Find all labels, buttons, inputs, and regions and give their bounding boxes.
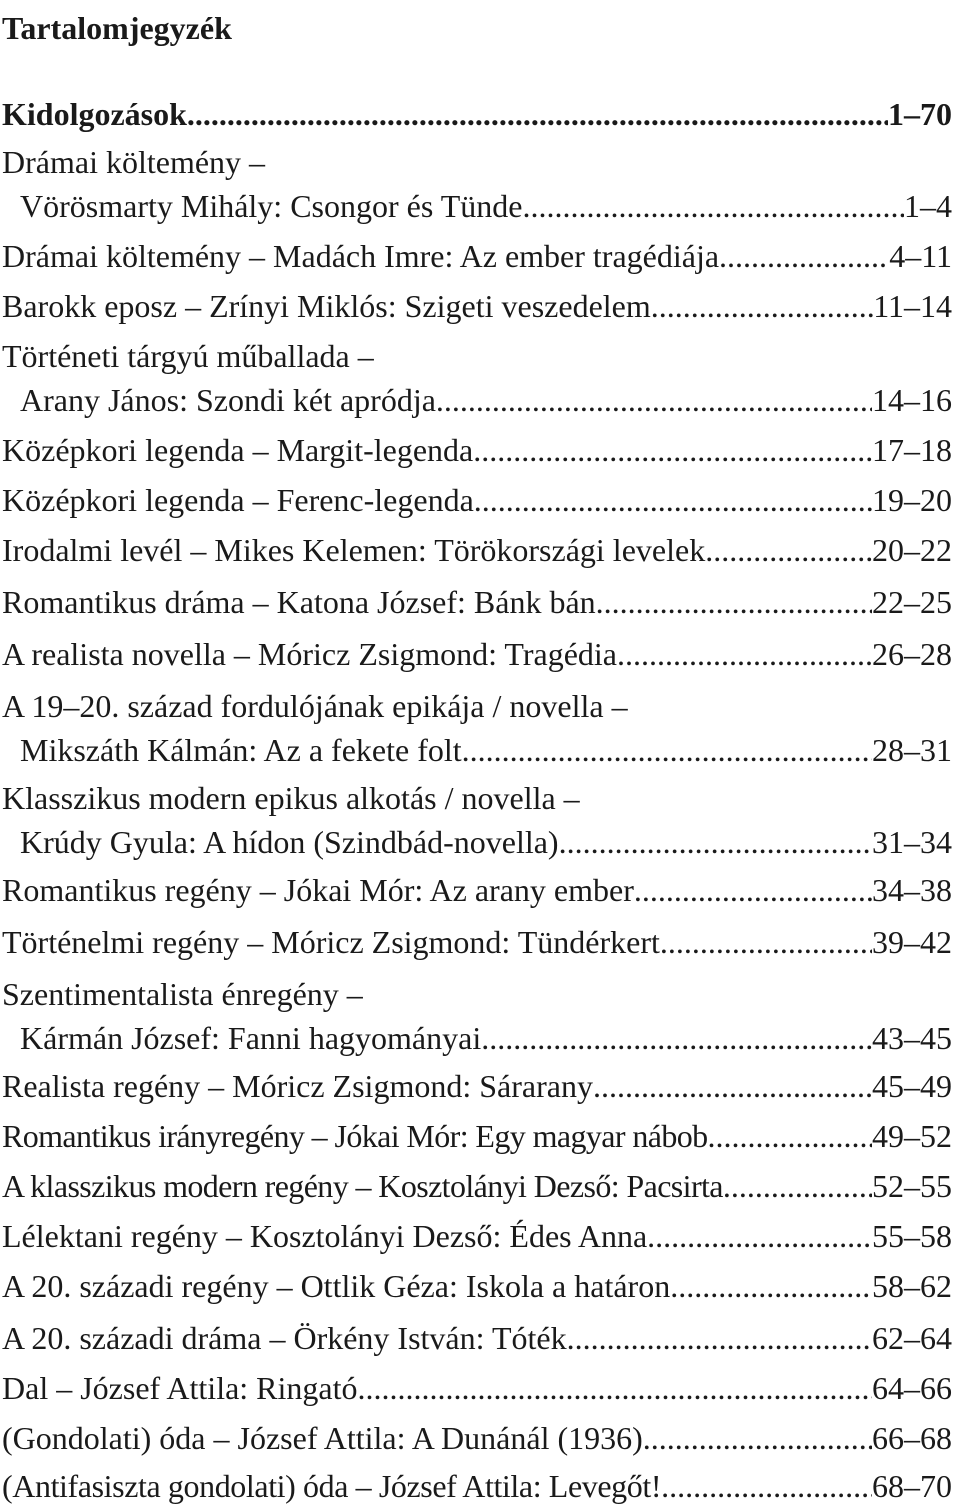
toc-section-pages: 1–70 xyxy=(888,96,952,132)
dot-leader xyxy=(436,378,872,422)
toc-entry-pages: 68–70 xyxy=(872,1468,952,1504)
dot-leader xyxy=(187,92,888,136)
toc-entry xyxy=(2,972,952,1060)
dot-leader xyxy=(473,428,872,472)
toc-entry-text: Dal – József Attila: Ringató xyxy=(2,1370,358,1406)
toc-entry xyxy=(2,1114,952,1158)
toc-entry xyxy=(2,1164,952,1208)
toc-entry-pages: 26–28 xyxy=(872,636,952,672)
toc-section-row xyxy=(2,92,952,136)
toc-entry xyxy=(2,1214,952,1258)
dot-leader xyxy=(596,580,872,624)
toc-section-line xyxy=(2,92,952,136)
toc-entry-line xyxy=(2,728,952,772)
toc-entry-text: Vörösmarty Mihály: Csongor és Tünde xyxy=(20,188,523,224)
toc-entry-line xyxy=(2,428,952,472)
dot-leader xyxy=(660,920,872,964)
toc-entry-pages: 49–52 xyxy=(872,1118,952,1154)
dot-leader xyxy=(481,1016,872,1060)
toc-entry xyxy=(2,428,952,472)
toc-entry-line xyxy=(2,920,952,964)
toc-entry-pages: 11–14 xyxy=(873,288,952,324)
toc-entry-text: Krúdy Gyula: A hídon (Szindbád-novella) xyxy=(20,824,559,860)
dot-leader xyxy=(567,1316,872,1360)
toc-entry-genre: Klasszikus modern epikus alkotás / novella – xyxy=(2,780,580,816)
dot-leader xyxy=(617,632,872,676)
toc-entry-pages: 4–11 xyxy=(889,238,952,274)
toc-entry-line xyxy=(2,868,952,912)
toc-entry xyxy=(2,920,952,964)
dot-leader xyxy=(651,284,873,328)
dot-leader xyxy=(708,1114,872,1158)
toc-section-label: Kidolgozások xyxy=(2,96,187,132)
toc-entry-pages: 62–64 xyxy=(872,1320,952,1356)
toc-entry xyxy=(2,632,952,676)
toc-entry xyxy=(2,776,952,864)
toc-entry-text: Mikszáth Kálmán: Az a fekete folt xyxy=(20,732,462,768)
toc-entry-pages: 17–18 xyxy=(872,432,952,468)
toc-entry-text: A 20. századi regény – Ottlik Géza: Iskola a határon xyxy=(2,1268,671,1304)
toc-entry-genre: A 19–20. század fordulójának epikája / novella – xyxy=(2,688,628,724)
toc-entry-line xyxy=(2,284,952,328)
toc-entry xyxy=(2,1416,952,1460)
toc-entry-pages: 43–45 xyxy=(872,1020,952,1056)
dot-leader xyxy=(462,728,872,772)
toc-entry xyxy=(2,334,952,422)
toc-entry-text: A klasszikus modern regény – Kosztolányi Dezső: Pacsirta xyxy=(2,1168,723,1204)
toc-entry-line xyxy=(2,1114,952,1158)
toc-entry xyxy=(2,580,952,624)
toc-entry-genre: Történeti tárgyú műballada – xyxy=(2,338,374,374)
toc-entry-pages: 39–42 xyxy=(872,924,952,960)
toc-entry-line xyxy=(2,234,952,278)
toc-entry-line xyxy=(2,1366,952,1410)
toc-entry-pages: 58–62 xyxy=(872,1268,952,1304)
toc-entry-text: Barokk eposz – Zrínyi Miklós: Szigeti veszedelem xyxy=(2,288,651,324)
toc-entry-pages: 14–16 xyxy=(872,382,952,418)
dot-leader xyxy=(358,1366,873,1410)
toc-entry-text: Arany János: Szondi két apródja xyxy=(20,382,436,418)
dot-leader xyxy=(634,868,872,912)
dot-leader xyxy=(661,1464,872,1508)
dot-leader xyxy=(719,234,889,278)
toc-entry-pages: 66–68 xyxy=(872,1420,952,1456)
toc-entry-line xyxy=(2,1214,952,1258)
toc-entry-text: Romantikus irányregény – Jókai Mór: Egy magyar nábob xyxy=(2,1118,708,1154)
toc-entry-line xyxy=(2,1016,952,1060)
toc-entry-text: A realista novella – Móricz Zsigmond: Tragédia xyxy=(2,636,617,672)
toc-entry-pages: 22–25 xyxy=(872,584,952,620)
toc-entry xyxy=(2,1264,952,1308)
toc-entry xyxy=(2,1316,952,1360)
toc-entry-pages: 28–31 xyxy=(872,732,952,768)
dot-leader xyxy=(522,184,904,228)
toc-entry-text: Történelmi regény – Móricz Zsigmond: Tündérkert xyxy=(2,924,660,960)
toc-entry xyxy=(2,868,952,912)
toc-entry xyxy=(2,1366,952,1410)
toc-entry xyxy=(2,528,952,572)
dot-leader xyxy=(643,1416,872,1460)
toc-entry-text: (Gondolati) óda – József Attila: A Dunánál (1936) xyxy=(2,1420,643,1456)
toc-entry-line xyxy=(2,1264,952,1308)
dot-leader xyxy=(593,1064,872,1108)
toc-entry-genre: Drámai költemény – xyxy=(2,144,266,180)
toc-entry-line xyxy=(2,1064,952,1108)
toc-entry-pages: 64–66 xyxy=(872,1370,952,1406)
toc-entry xyxy=(2,1064,952,1108)
toc-entry-genre: Szentimentalista énregény – xyxy=(2,976,363,1012)
toc-entry-text: Lélektani regény – Kosztolányi Dezső: Édes Anna xyxy=(2,1218,648,1254)
toc-entry-text: Kármán József: Fanni hagyományai xyxy=(20,1020,482,1056)
dot-leader xyxy=(559,820,872,864)
toc-entry-pages: 52–55 xyxy=(872,1168,952,1204)
toc-entry-line xyxy=(2,378,952,422)
toc-entry-text: (Antifasiszta gondolati) óda – József Attila: Levegőt! xyxy=(2,1468,662,1504)
toc-entry-pages: 1–4 xyxy=(904,188,952,224)
dot-leader xyxy=(705,528,872,572)
toc-entry-text: Romantikus dráma – Katona József: Bánk bán xyxy=(2,584,596,620)
toc-entry-line xyxy=(2,632,952,676)
toc-entry-pages: 55–58 xyxy=(872,1218,952,1254)
dot-leader xyxy=(474,478,872,522)
toc-entry-pages: 45–49 xyxy=(872,1068,952,1104)
toc-entry-text: A 20. századi dráma – Örkény István: Tóték xyxy=(2,1320,567,1356)
toc-entry xyxy=(2,1464,952,1508)
toc-entry-line xyxy=(2,1316,952,1360)
toc-entry-line xyxy=(2,528,952,572)
toc-entry xyxy=(2,684,952,772)
toc-entry-text: Középkori legenda – Margit-legenda xyxy=(2,432,474,468)
dot-leader xyxy=(647,1214,872,1258)
toc-entry-pages: 34–38 xyxy=(872,872,952,908)
toc-entry xyxy=(2,234,952,278)
toc-entry-line xyxy=(2,1416,952,1460)
toc-entry xyxy=(2,140,952,228)
toc-entry-text: Realista regény – Móricz Zsigmond: Sárarany xyxy=(2,1068,593,1104)
toc-entry-line xyxy=(2,1164,952,1208)
dot-leader xyxy=(723,1164,872,1208)
toc-entry-text: Drámai költemény – Madách Imre: Az ember tragédiája xyxy=(2,238,720,274)
toc-entry-line xyxy=(2,478,952,522)
toc-entry-line xyxy=(2,820,952,864)
toc-entry xyxy=(2,478,952,522)
dot-leader xyxy=(670,1264,872,1308)
toc-entry-line xyxy=(2,1464,952,1508)
toc-entry-text: Romantikus regény – Jókai Mór: Az arany ember xyxy=(2,872,634,908)
toc-entry-pages: 19–20 xyxy=(872,482,952,518)
toc-entry-pages: 31–34 xyxy=(872,824,952,860)
toc-entry-text: Középkori legenda – Ferenc-legenda xyxy=(2,482,474,518)
toc-entry xyxy=(2,284,952,328)
toc-entry-pages: 20–22 xyxy=(872,532,952,568)
page-title: Tartalomjegyzék xyxy=(2,10,232,46)
toc-entry-line xyxy=(2,580,952,624)
toc-entry-line xyxy=(2,184,952,228)
toc-entry-text: Irodalmi levél – Mikes Kelemen: Törökországi levelek xyxy=(2,532,706,568)
